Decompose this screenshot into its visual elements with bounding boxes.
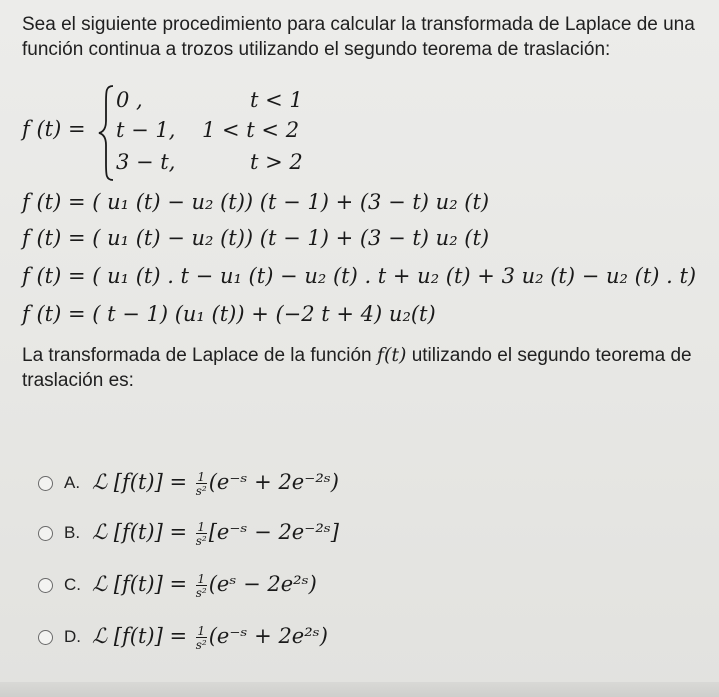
left-brace-icon xyxy=(96,83,116,183)
option-letter-d: D. xyxy=(64,627,81,647)
option-formula-c xyxy=(92,572,317,599)
fraction-numerator: 1 xyxy=(197,623,206,638)
option-letter-a: A. xyxy=(64,473,81,493)
bottom-edge xyxy=(0,682,719,697)
case-condition-3: t > 2 xyxy=(250,150,303,174)
formula-lhs: ℒ [f(t)] = xyxy=(92,520,188,544)
fraction xyxy=(196,625,207,651)
fraction-numerator: 1 xyxy=(197,519,206,534)
case-condition-1: t < 1 xyxy=(250,88,303,112)
option-a[interactable] xyxy=(38,470,339,497)
question-followup xyxy=(22,343,702,393)
formula-body: [e⁻ˢ − 2e⁻²ˢ] xyxy=(208,520,340,544)
formula-lhs: ℒ [f(t)] = xyxy=(92,572,188,596)
formula-lhs: ℒ [f(t)] = xyxy=(92,470,188,494)
piecewise-lhs: f (t) = xyxy=(22,117,86,141)
formula-body: (e⁻ˢ + 2e²ˢ) xyxy=(208,624,328,648)
step-1: f (t) = ( u₁ (t) − u₂ (t)) (t − 1) + (3 − t) u₂ (t) xyxy=(22,190,490,214)
followup-function: f(t) xyxy=(376,344,407,366)
followup-text-start: La transformada de Laplace de la función xyxy=(22,345,372,366)
radio-button-c[interactable] xyxy=(38,578,53,593)
fraction-denominator: s² xyxy=(195,637,207,652)
fraction xyxy=(196,573,207,599)
fraction-numerator: 1 xyxy=(197,469,206,484)
formula-body: (e⁻ˢ + 2e⁻²ˢ) xyxy=(208,470,340,494)
option-b[interactable] xyxy=(38,520,339,547)
option-formula-d xyxy=(92,624,328,651)
option-letter-c: C. xyxy=(64,575,81,595)
case-condition-2: 1 < t < 2 xyxy=(202,118,300,142)
fraction-denominator: s² xyxy=(195,533,207,548)
question-prompt: Sea el siguiente procedimiento para calcular la transformada de Laplace de una función continua a trozos utilizando el segundo teorema de traslación: xyxy=(22,14,695,60)
fraction xyxy=(196,521,207,547)
case-value-2: t − 1, xyxy=(116,118,176,142)
radio-button-d[interactable] xyxy=(38,630,53,645)
fraction-denominator: s² xyxy=(195,585,207,600)
formula-lhs: ℒ [f(t)] = xyxy=(92,624,188,648)
fraction xyxy=(196,471,207,497)
fraction-numerator: 1 xyxy=(197,571,206,586)
radio-button-a[interactable] xyxy=(38,476,53,491)
option-formula-a xyxy=(92,470,339,497)
option-letter-b: B. xyxy=(64,523,81,543)
step-4: f (t) = ( t − 1) (u₁ (t)) + (−2 t + 4) u₂(t) xyxy=(22,302,436,326)
fraction-denominator: s² xyxy=(195,483,207,498)
step-3: f (t) = ( u₁ (t) . t − u₁ (t) − u₂ (t) . t + u₂ (t) + 3 u₂ (t) − u₂ (t) . t) xyxy=(22,264,697,288)
case-value-1: 0 , xyxy=(116,88,143,112)
case-value-3: 3 − t, xyxy=(116,150,176,174)
radio-button-b[interactable] xyxy=(38,526,53,541)
option-d[interactable] xyxy=(38,624,328,651)
option-c[interactable] xyxy=(38,572,317,599)
formula-body: (eˢ − 2e²ˢ) xyxy=(208,572,317,596)
option-formula-b xyxy=(92,520,339,547)
followup-text-end: utilizando el segundo teorema de traslación es: xyxy=(22,345,692,391)
step-2: f (t) = ( u₁ (t) − u₂ (t)) (t − 1) + (3 − t) u₂ (t) xyxy=(22,226,490,250)
